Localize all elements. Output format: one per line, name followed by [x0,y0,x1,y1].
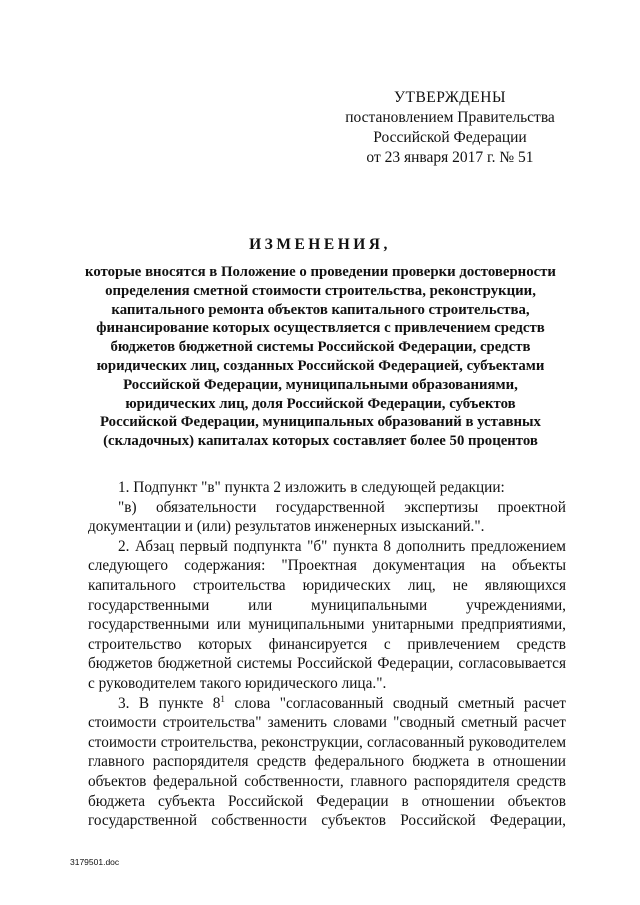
subtitle-line: финансирование которых осуществляется с привлечением средств [96,320,545,337]
approval-block [340,88,560,168]
paragraph-3 [88,694,566,831]
subtitle-line: определения сметной стоимости строительства, реконструкции, [105,282,536,299]
paragraph-3-start: 3. В пункте 8 [118,694,221,712]
subtitle-line: капитального ремонта объектов капитального строительства, [111,301,530,318]
approval-date-number: от 23 января 2017 г. № 51 [366,149,534,166]
subtitle-line: Российской Федерации, муниципальными образованиями, [123,376,518,393]
subtitle-line: Российской Федерации, муниципальных образований в уставных [100,414,541,431]
subtitle-line: юридических лиц, созданных Российской Федерацией, субъектами [96,357,545,374]
subtitle-line: юридических лиц, доля Российской Федерации, субъектов [125,395,516,412]
paragraph-1: 1. Подпункт "в" пункта 2 изложить в следующей редакции: [118,479,505,496]
paragraph-1-quote: "в) обязательности государственной экспертизы проектной документации и (или) результатов инженерных изысканий.". [88,498,566,536]
document-body [88,478,566,831]
subtitle-line: бюджетов бюджетной системы Российской Федерации, средств [110,339,531,356]
approval-line-2: Российской Федерации [373,129,527,146]
document-title: ИЗМЕНЕНИЯ, [249,236,391,253]
document-subtitle [68,263,573,451]
paragraph-3-superscript: 1 [220,693,225,704]
approval-heading: УТВЕРЖДЕНЫ [394,89,506,106]
paragraph-2: 2. Абзац первый подпункта "б" пункта 8 дополнить предложением следующего содержания: "Проектная документация на объекты капитального строительства юридических лиц, не являющихся государственными или муниципальными учреждениями, государственными или муниципальными унитарными предприятиями, строительство которых финансируется с привлечением средств бюджетов бюджетной системы Российской Федерации, согласовывается с руководителем такого юридического лица.". [88,537,566,692]
paragraph-3-rest: слова "согласованный сводный сметный расчет стоимости строительства" заменить словами "сводный сметный расчет стоимости строительства, реконструкции, согласованный руководителем главного распорядителя средств федерального бюджета в отношении объектов федеральной собственности, главного распорядителя средств бюджета субъекта Российской Федерации в отношении объектов государственной собственности субъектов Российской Федерации, [88,694,566,830]
subtitle-line: которые вносятся в Положение о проведении проверки достоверности [85,264,556,280]
subtitle-line: (складочных) капиталах которых составляет более 50 процентов [103,433,538,450]
file-name-footer: 3179501.doc [70,857,120,867]
approval-line-1: постановлением Правительства [345,109,555,126]
